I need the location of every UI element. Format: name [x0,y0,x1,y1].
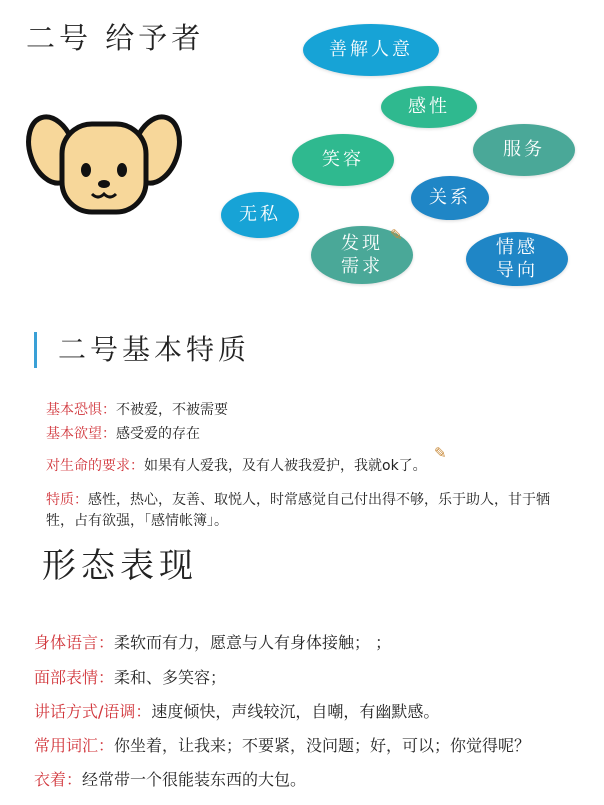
traits-section-title: 二号基本特质 [58,333,251,366]
pencil-icon: ✎ [434,444,447,462]
trait-text: 如果有人爱我，及有人被我爱护，我就ok了。 [144,458,427,474]
trait-label: 基本恐惧 [46,402,102,418]
form-text: 经常带一个很能装东西的大包。 [82,770,307,789]
form-label: 讲话方式/语调 [34,702,136,721]
bubble-selfless: 无私 [221,192,299,238]
trait-label: 基本欲望 [46,426,102,442]
form-common-words: 常用词汇：你坐着，让我来；不要紧，没问题；好，可以；你觉得呢？ [34,736,531,755]
form-label: 常用词汇 [34,736,99,755]
trait-label: 对生命的要求 [46,458,130,474]
bubble-service: 服务 [473,124,575,176]
pencil-icon: ✎ [390,226,403,244]
bubble-emotion-oriented: 情感 导向 [466,232,568,286]
bubble-relationship: 关系 [411,176,489,220]
form-facial-expression: 面部表情：柔和、多笑容； [34,668,227,687]
trait-text: 感性，热心，友善、取悦人，时常感觉自己付出得不够，乐于助人，甘于牺牲，占有欲强，「感情帐簿」。 [46,492,550,529]
form-text: 柔和、多笑容； [114,668,227,687]
trait-basic-desire: 基本欲望：感受爱的存在 [46,426,200,442]
form-text: 柔软而有力，愿意与人有身体接触； ； [114,633,392,652]
trait-text: 感受爱的存在 [116,426,200,442]
trait-life-requirement: 对生命的要求：如果有人爱我，及有人被我爱护，我就ok了。 [46,458,427,474]
trait-characteristics: 特质：感性，热心，友善、取悦人，时常感觉自己付出得不够，乐于助人，甘于牺牲，占有欲强，「感情帐簿」。 [46,492,550,529]
dog-face-icon [24,110,184,220]
bubble-discover-needs: 发现 需求 [311,226,413,284]
section-bar [34,332,37,368]
form-label: 衣着 [34,770,67,789]
form-label: 身体语言 [34,633,99,652]
form-speech-style: 讲话方式/语调：速度倾快，声线较沉，自嘲，有幽默感。 [34,702,440,721]
form-body-language: 身体语言：柔软而有力，愿意与人有身体接触； ； [34,633,392,652]
bubble-sensitive: 感性 [381,86,477,128]
form-text: 速度倾快，声线较沉，自嘲，有幽默感。 [151,702,440,721]
form-text: 你坐着，让我来；不要紧，没问题；好，可以；你觉得呢？ [114,736,531,755]
trait-basic-fear: 基本恐惧：不被爱，不被需要 [46,402,228,418]
trait-text: 不被爱，不被需要 [116,402,228,418]
form-section-title: 形态表现 [42,546,198,586]
trait-label: 特质 [46,492,74,508]
bubble-smile: 笑容 [292,134,394,186]
form-label: 面部表情 [34,668,99,687]
page-title: 二号 给予者 [26,21,205,55]
bubble-empathetic: 善解人意 [303,24,439,76]
form-clothing: 衣着：经常带一个很能装东西的大包。 [34,770,307,789]
